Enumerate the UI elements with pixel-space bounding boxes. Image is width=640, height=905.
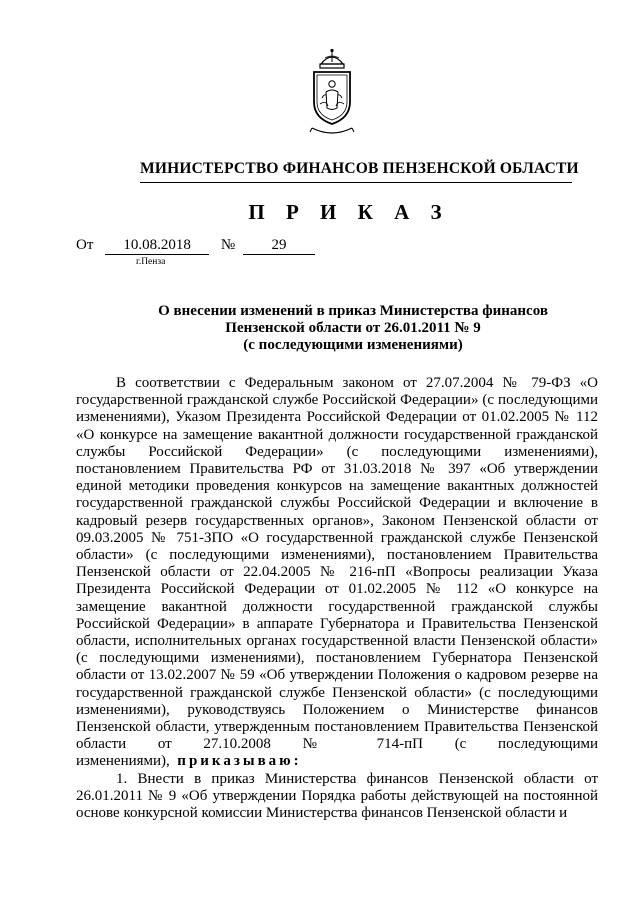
- preamble-text: В соответствии с Федеральным законом от 27.07.2004 № 79-ФЗ «О государственной гражданской службе Российской Федерации» (с последующими изменениями), Указом Президента Российской Федерации от 01.02.2005 № 112 «О конкурсе на замещение вакантной должности государственной гражданской службы Российской Федерации» (с последующими изменениями), постановлением Правительства РФ от 31.03.2018 № 397 «Об утверждении единой методики проведения конкурсов на замещение вакантных должностей государственной гражданской службы Российской Федерации и включение в кадровый резерв государственных органов», Законом Пензенской области от 09.03.2005 № 751-ЗПО «О государственной гражданской службе Пензенской области» (с последующими изменениями), постановлением Правительства Пензенской области от 22.04.2005 № 216-пП «Вопросы реализации Указа Президента Российской Федерации от 01.02.2005 № 112 «О конкурсе на замещение вакантной должности государственной гражданской службы Российской Федерации» в аппарате Губернатора и Правительства Пензенской области, исполнительных органах государственной власти Пензенской области» (с последующими изменениями), постановлением Губернатора Пензенской области от 13.02.2007 № 59 «Об утверждении Положения о кадровом резерве на государственной гражданской службе Пензенской области» (с последующими изменениями), руководствуясь Положением о Министерстве финансов Пензенской области, утвержденным постановлением Правительства Пензенской области от 27.10.2008 № 714-пП (с последующими изменениями),: [76, 375, 598, 770]
- subject-line: О внесении изменений в приказ Министерства финансов: [158, 303, 548, 319]
- order-number: 29: [243, 237, 315, 255]
- order-date: 10.08.2018: [105, 237, 209, 255]
- subject-line: (с последующими изменениями): [243, 337, 463, 353]
- order-body: [76, 375, 598, 822]
- order-subject: [80, 303, 626, 354]
- decree-word: приказываю:: [177, 753, 302, 770]
- ministry-name: МИНИСТЕРСТВО ФИНАНСОВ ПЕНЗЕНСКОЙ ОБЛАСТИ: [140, 160, 579, 177]
- coat-of-arms-icon: [306, 48, 358, 140]
- header-rule: [140, 182, 572, 183]
- city-label: г.Пенза: [136, 257, 166, 267]
- body-paragraph: [76, 375, 598, 771]
- body-paragraph: 1. Внести в приказ Министерства финансов Пензенской области от 26.01.2011 № 9 «Об утверждении Порядка работы действующей на постоянной основе конкурсной комиссии Министерства финансов Пензенской области и: [76, 770, 598, 822]
- document-type-title: П Р И К А З: [248, 200, 450, 224]
- from-label: От: [76, 237, 94, 253]
- date-number-line: [76, 237, 315, 255]
- number-label: №: [220, 237, 236, 253]
- subject-line: Пензенской области от 26.01.2011 № 9: [225, 320, 481, 336]
